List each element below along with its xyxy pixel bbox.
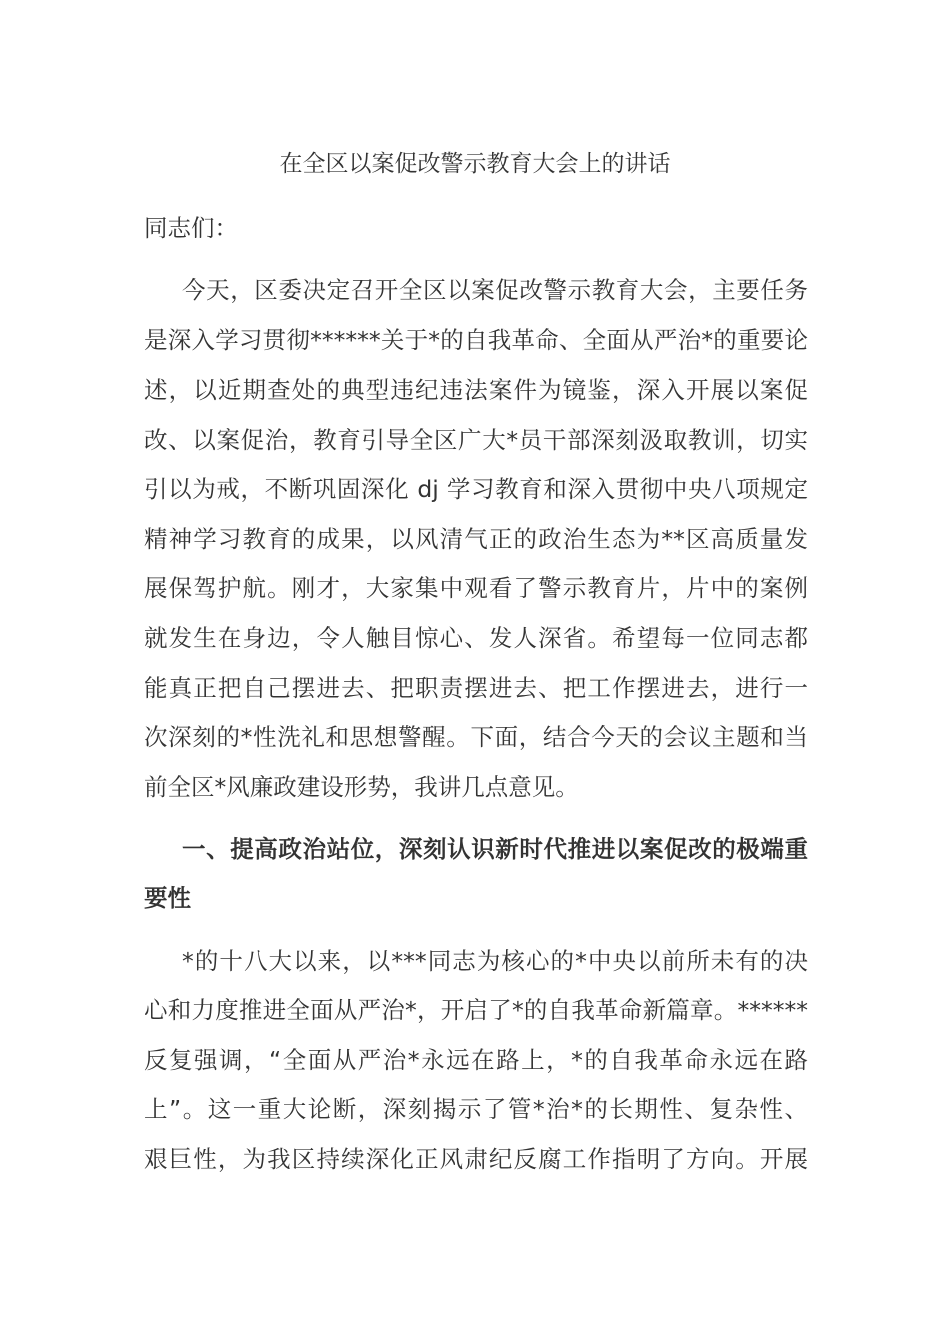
section-heading-1: 要性: [144, 884, 191, 912]
paragraph-1-line: 述，以近期查处的典型违纪违法案件为镜鉴，深入开展以案促: [144, 376, 808, 404]
paragraph-1-line: 就发生在身边，令人触目惊心、发人深省。希望每一位同志都: [144, 624, 808, 652]
paragraph-1-line: 次深刻的*性洗礼和思想警醒。下面，结合今天的会议主题和当: [144, 723, 808, 751]
paragraph-1-line: 展保驾护航。刚才，大家集中观看了警示教育片，片中的案例: [144, 574, 808, 602]
document-title: 在全区以案促改警示教育大会上的讲话: [279, 151, 671, 177]
paragraph-2-line: *的十八大以来，以***同志为核心的*中央以前所未有的决: [182, 947, 808, 975]
paragraph-2-line: 艰巨性，为我区持续深化正风肃纪反腐工作指明了方向。开展: [144, 1145, 808, 1173]
paragraph-1-line: 是深入学习贯彻******关于*的自我革命、全面从严治*的重要论: [144, 326, 808, 354]
paragraph-2-line: 反复强调，“全面从严治*永远在路上，*的自我革命永远在路: [144, 1046, 808, 1074]
paragraph-2-line: 上”。这一重大论断，深刻揭示了管*治*的长期性、复杂性、: [144, 1095, 808, 1123]
paragraph-1-line: 引以为戒，不断巩固深化 dj 学习教育和深入贯彻中央八项规定: [144, 475, 808, 503]
salutation: 同志们：: [144, 214, 238, 242]
section-heading-1: 一、提高政治站位，深刻认识新时代推进以案促改的极端重: [182, 835, 808, 863]
paragraph-1-line: 精神学习教育的成果，以风清气正的政治生态为**区高质量发: [144, 525, 808, 553]
paragraph-1-line: 今天，区委决定召开全区以案促改警示教育大会，主要任务: [182, 276, 808, 304]
paragraph-1-line: 改、以案促治，教育引导全区广大*员干部深刻汲取教训，切实: [144, 426, 808, 454]
paragraph-1-line: 前全区*风廉政建设形势，我讲几点意见。: [144, 773, 579, 801]
paragraph-1-line: 能真正把自己摆进去、把职责摆进去、把工作摆进去，进行一: [144, 674, 808, 702]
paragraph-2-line: 心和力度推进全面从严治*，开启了*的自我革命新篇章。******: [144, 996, 808, 1024]
